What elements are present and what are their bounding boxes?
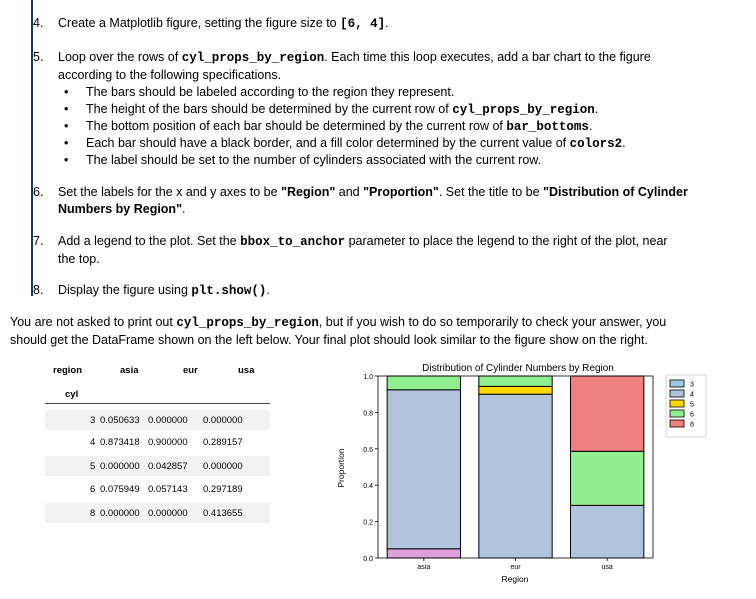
y-axis bbox=[363, 374, 378, 563]
bullet-item: • The bars should be labeled according to the region they represent. bbox=[64, 85, 455, 99]
step-5: 5. Loop over the rows of cyl_props_by_region. Each time this loop executes, add a bar chart to the figure according to the following specifications. bbox=[33, 50, 651, 82]
chart-title: Distribution of Cylinder Numbers by Region bbox=[422, 363, 614, 374]
legend-label-3: 3 bbox=[690, 381, 694, 389]
legend-swatch-3 bbox=[670, 380, 684, 387]
y-tick-label: 0.0 bbox=[363, 556, 373, 563]
step-4: 4. Create a Matplotlib figure, setting the figure size to [6, 4]. bbox=[33, 16, 389, 31]
y-tick-label: 0.2 bbox=[363, 519, 373, 527]
dataframe-table: region asia eur usa cyl 3 0.050633 0.000000 0.000000 4 0.873418 0.900000 0.289157 5 0.000000 0.042857 0.000000 6 0.075949 0.057143 0.297189 8 0.000000 0.000000 0.413655 bbox=[0, 0, 756, 599]
step-7: 7. Add a legend to the plot. Set the bbox_to_anchor parameter to place the legend to the right of the plot, near the top. bbox=[33, 234, 668, 266]
bullet-icon: • bbox=[64, 119, 69, 133]
x-tick-label: eur bbox=[510, 564, 521, 571]
legend-swatch-8 bbox=[670, 420, 684, 427]
bar-eur-6 bbox=[479, 376, 552, 386]
bullet-item: • The label should be set to the number of cylinders associated with the current row. bbox=[64, 153, 542, 167]
bullet-icon: • bbox=[64, 102, 69, 116]
bar-usa-8 bbox=[571, 376, 644, 451]
df-col-header: usa bbox=[238, 365, 255, 376]
y-tick-label: 1.0 bbox=[363, 374, 373, 381]
bars bbox=[387, 376, 644, 558]
legend-label-4: 4 bbox=[690, 391, 694, 399]
step-6: 6. Set the labels for the x and y axes to be "Region" and "Proportion". Set the title to be "Distribution of Cylinder Numbers by Region". bbox=[33, 185, 688, 216]
df-header-rule bbox=[45, 403, 270, 404]
step-8: 8. Display the figure using plt.show(). bbox=[33, 283, 270, 298]
y-tick-label: 0.6 bbox=[363, 446, 373, 454]
bullet-item: • Each bar should have a black border, and a fill color determined by the current value of colors2. bbox=[64, 136, 626, 151]
df-col-header: asia bbox=[120, 365, 139, 376]
df-col-header: eur bbox=[183, 365, 198, 376]
legend-label-8: 8 bbox=[690, 421, 694, 429]
bullet-item: • The bottom position of each bar should be determined by the current row of bar_bottoms. bbox=[64, 119, 593, 134]
instructions-paragraph: You are not asked to print out cyl_props_by_region, but if you wish to do so temporarily to check your answer, you should get the DataFrame shown on the left below. Your final plot should look similar to the figure show on the right. bbox=[10, 315, 667, 347]
x-tick-label: usa bbox=[601, 564, 613, 571]
bar-eur-4 bbox=[479, 394, 552, 558]
legend bbox=[666, 375, 706, 437]
bar-usa-4 bbox=[571, 505, 644, 558]
x-tick-label: asia bbox=[417, 564, 431, 571]
x-axis-label: Region bbox=[501, 574, 529, 584]
bar-asia-6 bbox=[387, 376, 460, 390]
bar-asia-3 bbox=[387, 549, 460, 558]
df-column-axis-name: region bbox=[53, 365, 83, 376]
legend-swatch-5 bbox=[670, 400, 684, 407]
bullet-icon: • bbox=[64, 153, 69, 167]
legend-label-5: 5 bbox=[690, 401, 694, 409]
bar-usa-6 bbox=[571, 451, 644, 505]
stacked-bar-chart bbox=[330, 358, 710, 594]
legend-swatch-6 bbox=[670, 410, 684, 417]
bullet-item: • The height of the bars should be determined by the current row of cyl_props_by_region. bbox=[64, 102, 599, 117]
y-axis-label: Proportion bbox=[336, 448, 346, 488]
legend-swatch-4 bbox=[670, 390, 684, 397]
df-index-name: cyl bbox=[65, 389, 79, 400]
y-tick-label: 0.8 bbox=[363, 410, 373, 418]
legend-label-6: 6 bbox=[690, 411, 694, 419]
y-tick-label: 0.4 bbox=[363, 483, 373, 491]
bar-asia-4 bbox=[387, 390, 460, 549]
bar-eur-5 bbox=[479, 386, 552, 394]
x-axis bbox=[417, 558, 612, 571]
bullet-icon: • bbox=[64, 136, 69, 150]
bullet-icon: • bbox=[64, 85, 69, 99]
